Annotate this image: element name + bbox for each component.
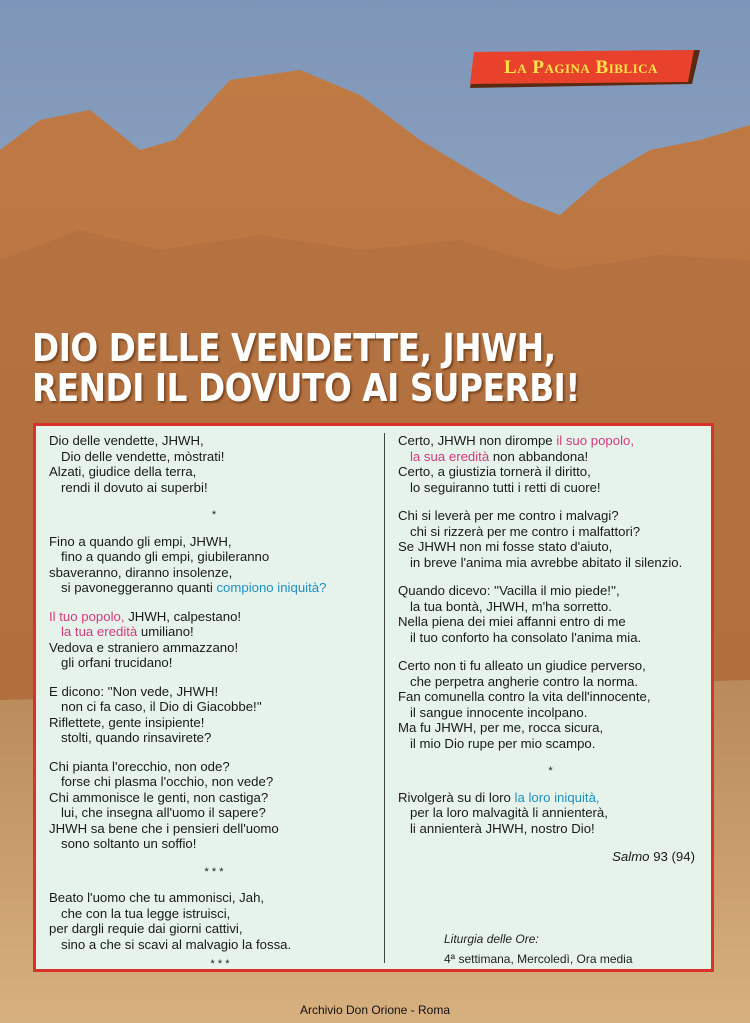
- verse-line: Quando dicevo: ''Vacilla il mio piede!'',: [398, 583, 620, 598]
- title-line-1: DIO DELLE VENDETTE, JHWH,: [32, 326, 556, 370]
- stanza: [49, 759, 379, 852]
- verse-line: Ma fu JHWH, per me, rocca sicura,: [398, 720, 604, 735]
- separator: *: [211, 509, 217, 521]
- verse-line: Dio delle vendette, JHWH,: [49, 433, 204, 448]
- verse-line: lo seguiranno tutti i retti di cuore!: [410, 479, 601, 495]
- verse-line: fino a quando gli empi, giubileranno: [61, 549, 270, 564]
- verse-line: [398, 433, 703, 449]
- verse-text: umiliano!: [137, 624, 194, 639]
- stanza: [49, 890, 379, 952]
- verse-line: Certo, a giustizia tornerà il diritto,: [398, 464, 591, 479]
- verse-line: la tua bontà, JHWH, m'ha sorretto.: [410, 598, 612, 614]
- verse-line: Chi ammonisce le genti, non castiga?: [49, 789, 269, 805]
- left-column: [49, 433, 379, 965]
- verse-line: rendi il dovuto ai superbi!: [61, 479, 208, 495]
- verse-line: li annienterà JHWH, nostro Dio!: [410, 820, 595, 836]
- stanza: [398, 790, 703, 837]
- title-line-2: RENDI IL DOVUTO AI SUPERBI!: [32, 366, 580, 410]
- verse-line: che con la tua legge istruisci,: [61, 905, 231, 921]
- verse-line: Riflettete, gente insipiente!: [49, 714, 205, 730]
- verse-line: non ci fa caso, il Dio di Giacobbe!'': [61, 699, 262, 714]
- highlight-pink: la sua eredità: [410, 448, 490, 464]
- archive-footer: Archivio Don Orione - Roma: [299, 1003, 451, 1017]
- verse-line: Fino a quando gli empi, JHWH,: [49, 533, 232, 549]
- stanza: [49, 534, 379, 596]
- stanza: [398, 508, 703, 570]
- verse-line: gli orfani trucidano!: [61, 655, 173, 670]
- verse-line: in breve l'anima mia avrebbe abitato il silenzio.: [410, 554, 683, 570]
- stanza: [49, 684, 379, 746]
- stanza: [49, 433, 379, 495]
- highlight-pink: il suo popolo,: [556, 433, 635, 448]
- highlight-blue: la loro iniquità,: [514, 789, 600, 805]
- verse-line: Dio delle vendette, mòstrati!: [61, 448, 225, 464]
- verse-line: sino a che si scavi al malvagio la fossa.: [61, 936, 292, 952]
- highlight-pink: la tua eredità: [61, 624, 138, 639]
- verse-line: Chi pianta l'orecchio, non ode?: [49, 758, 230, 774]
- verse-text: si pavoneggeranno quanti: [61, 580, 217, 595]
- separator: * * *: [204, 865, 224, 878]
- verse-line: Fan comunella contro la vita dell'innocente,: [398, 689, 651, 704]
- verse-line: JHWH sa bene che i pensieri dell'uomo: [49, 820, 279, 836]
- verse-line: Beato l'uomo che tu ammonisci, Jah,: [49, 890, 265, 905]
- verse-text: JHWH, calpestano!: [124, 608, 242, 624]
- verse-line: [49, 609, 379, 625]
- verse-line: stolti, quando rinsavirete?: [61, 730, 212, 745]
- verse-line: lui, che insegna all'uomo il sapere?: [61, 805, 266, 820]
- verse-line: Certo non ti fu alleato un giudice perverso,: [398, 658, 646, 673]
- verse-line: il mio Dio rupe per mio scampo.: [410, 735, 596, 751]
- right-column: [398, 433, 703, 865]
- verse-line: [398, 449, 703, 465]
- verse-line: [49, 580, 379, 596]
- verse-line: chi si rizzerà per me contro i malfattori?: [410, 523, 641, 539]
- column-divider: [384, 433, 385, 963]
- verse-line: [49, 624, 379, 640]
- section-badge: La Pagina Biblica: [504, 57, 658, 78]
- highlight-blue: compiono iniquità?: [216, 580, 327, 595]
- stanza: [398, 583, 703, 645]
- verse-line: per la loro malvagità li annienterà,: [410, 805, 608, 820]
- verse-line: E dicono: ''Non vede, JHWH!: [49, 683, 219, 699]
- psalm-name: Salmo: [612, 849, 650, 864]
- highlight-pink: Il tuo popolo,: [49, 608, 125, 624]
- verse-line: [398, 790, 703, 806]
- verse-line: per dargli requie dai giorni cattivi,: [49, 921, 243, 936]
- stanza: [398, 658, 703, 751]
- verse-line: che perpetra angherie contro la norma.: [410, 673, 638, 689]
- verse-line: forse chi plasma l'occhio, non vede?: [61, 774, 274, 789]
- verse-line: sbaveranno, diranno insolenze,: [49, 564, 233, 580]
- verse-line: il sangue innocente incolpano.: [410, 704, 588, 720]
- stanza: [398, 433, 703, 495]
- page-title: [32, 328, 634, 408]
- separator: * * *: [210, 958, 230, 970]
- verse-line: Nella piena dei miei affanni entro di me: [398, 614, 626, 629]
- stanza: [49, 609, 379, 671]
- verse-text: Rivolgerà su di loro: [398, 789, 515, 805]
- psalm-number: 93 (94): [653, 849, 695, 864]
- liturgy-detail: 4ª settimana, Mercoledì, Ora media: [444, 952, 633, 966]
- verse-line: Vedova e straniero ammazzano!: [49, 639, 239, 655]
- verse-line: Alzati, giudice della terra,: [49, 464, 197, 479]
- separator: *: [548, 765, 553, 777]
- verse-line: il tuo conforto ha consolato l'anima mia.: [410, 629, 642, 645]
- psalm-reference: [398, 849, 703, 865]
- verse-line: Se JHWH non mi fosse stato d'aiuto,: [398, 539, 613, 554]
- verse-line: Chi si leverà per me contro i malvagi?: [398, 508, 619, 523]
- verse-text: Certo, JHWH non dirompe: [398, 433, 557, 448]
- verse-line: sono soltanto un soffio!: [61, 836, 197, 851]
- liturgy-title: Liturgia delle Ore:: [444, 932, 539, 946]
- verse-text: non abbandona!: [489, 448, 589, 464]
